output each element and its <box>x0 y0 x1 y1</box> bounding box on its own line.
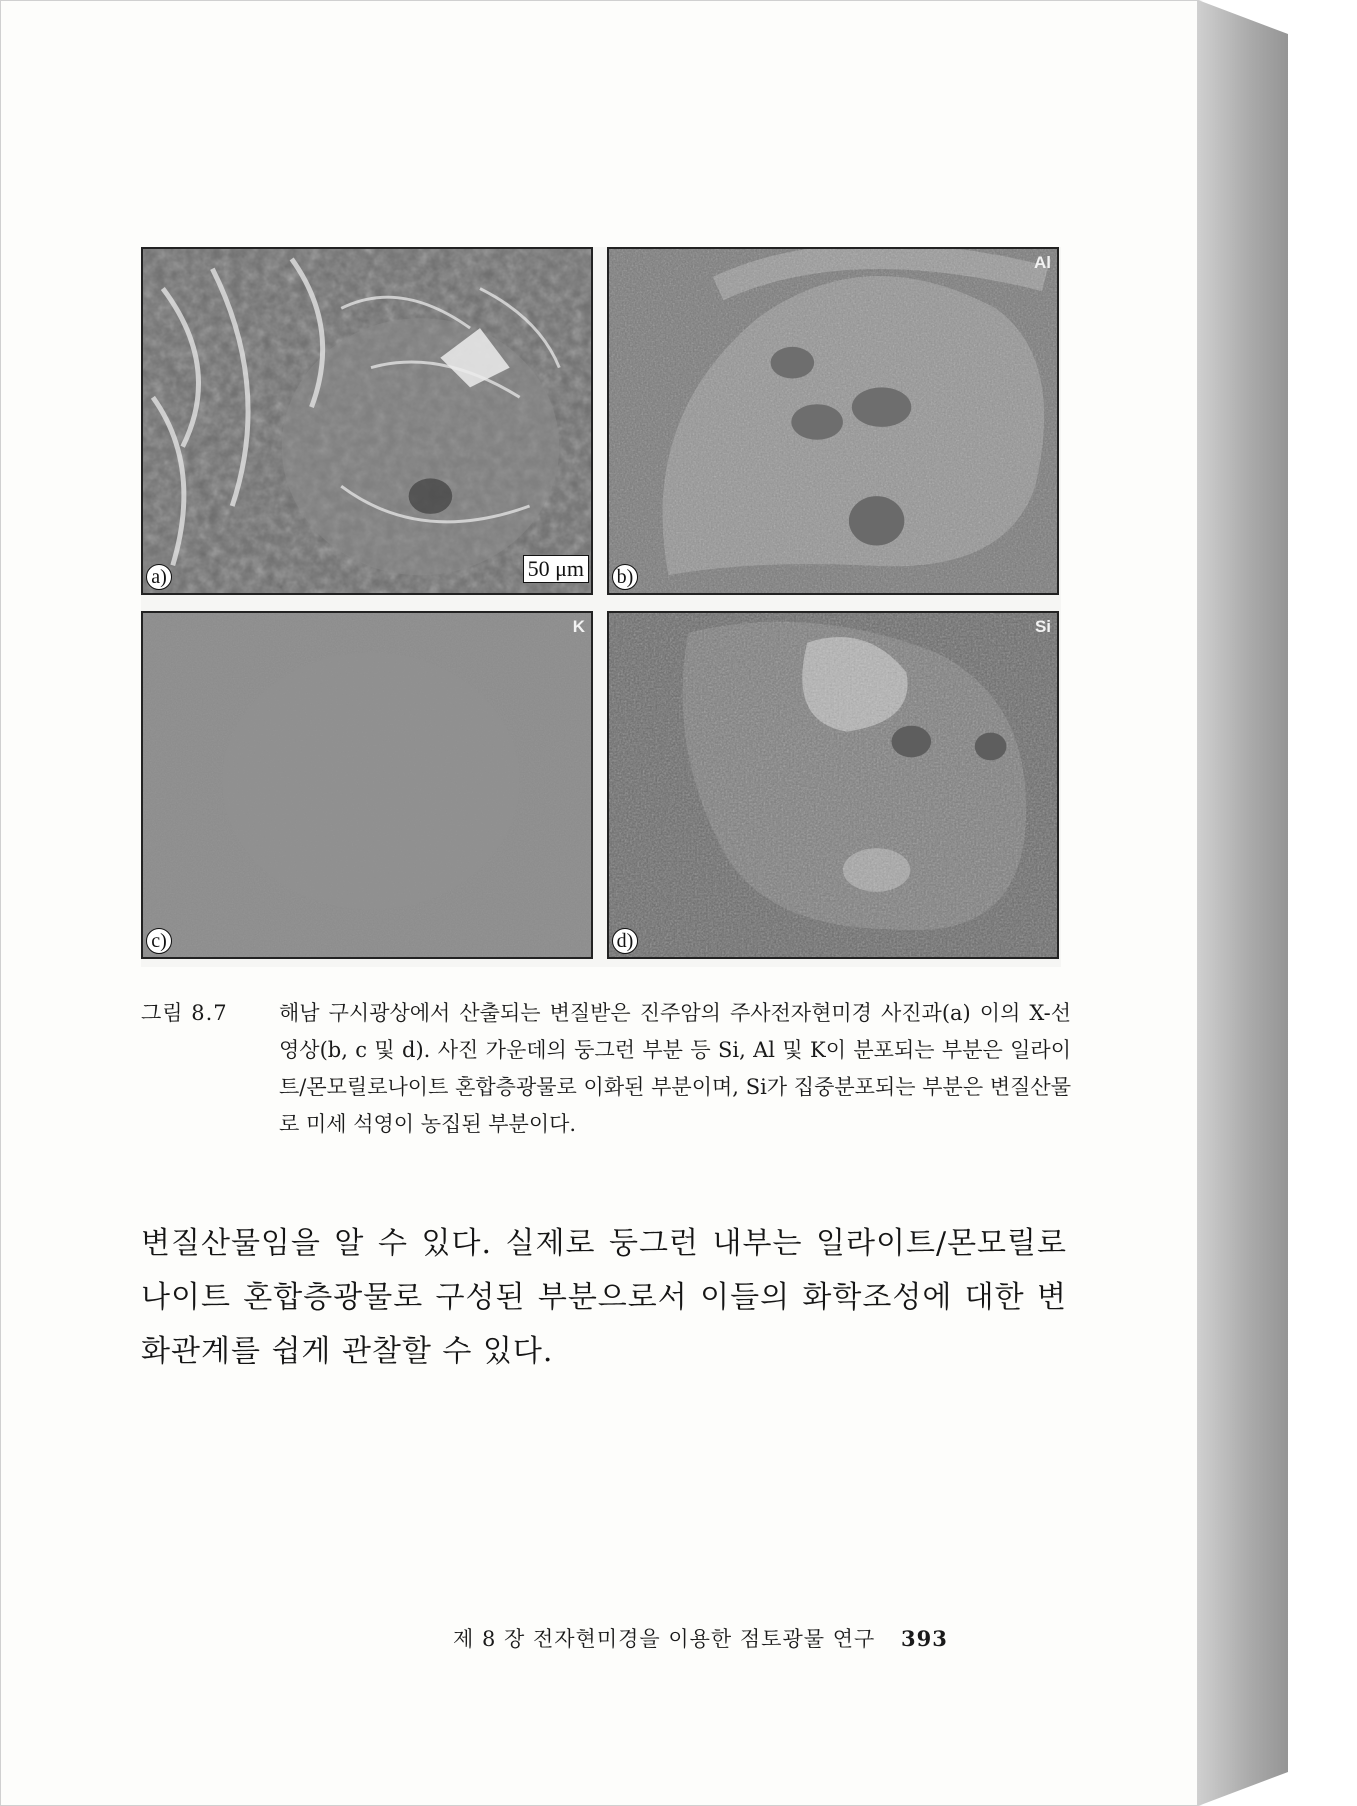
panel-label-b: b) <box>612 564 638 590</box>
figure-caption <box>141 995 1071 1143</box>
element-tag-k: K <box>572 617 585 636</box>
page-number: 393 <box>900 1626 948 1651</box>
sem-image-panel-a <box>141 247 593 595</box>
scale-bar-label: 50 μm <box>523 555 589 583</box>
sem-texture <box>143 249 591 593</box>
xray-texture <box>609 613 1057 957</box>
chapter-title: 제 8 장 전자현미경을 이용한 점토광물 연구 <box>453 1627 876 1651</box>
element-tag-al: Al <box>1034 253 1051 272</box>
sem-figure <box>141 247 1061 967</box>
xray-map-panel-k <box>141 611 593 959</box>
xray-texture <box>143 613 591 957</box>
xray-map-panel-si <box>607 611 1059 959</box>
body-paragraph: 변질산물임을 알 수 있다. 실제로 둥그런 내부는 일라이트/몬모릴로나이트 혼합층광물로 구성된 부분으로서 이들의 화학조성에 대한 변화관계를 쉽게 관찰할 수 있다. <box>141 1226 1067 1369</box>
book-page-stack-edge <box>1198 0 1288 1806</box>
panel-label-d: d) <box>612 928 638 954</box>
panel-label-c: c) <box>146 928 172 954</box>
caption-text: 해남 구시광상에서 산출되는 변질받은 진주암의 주사전자현미경 사진과(a) 이의 X-선 영상(b, c 및 d). 사진 가운데의 둥그런 부분 등 Si, Al 및 K이 분포되는 부분은 일라이트/몬모릴로나이트 혼합층광물로 이화된 부분이며, Si가 집중분포되는 부분은 변질산물로 미세 석영이 농집된 부분이다. <box>279 1001 1071 1136</box>
xray-texture <box>609 249 1057 593</box>
running-footer <box>453 1623 948 1653</box>
caption-label: 그림 8.7 <box>141 1001 228 1025</box>
xray-map-panel-al <box>607 247 1059 595</box>
panel-label-a: a) <box>146 564 172 590</box>
element-tag-si: Si <box>1034 617 1051 636</box>
